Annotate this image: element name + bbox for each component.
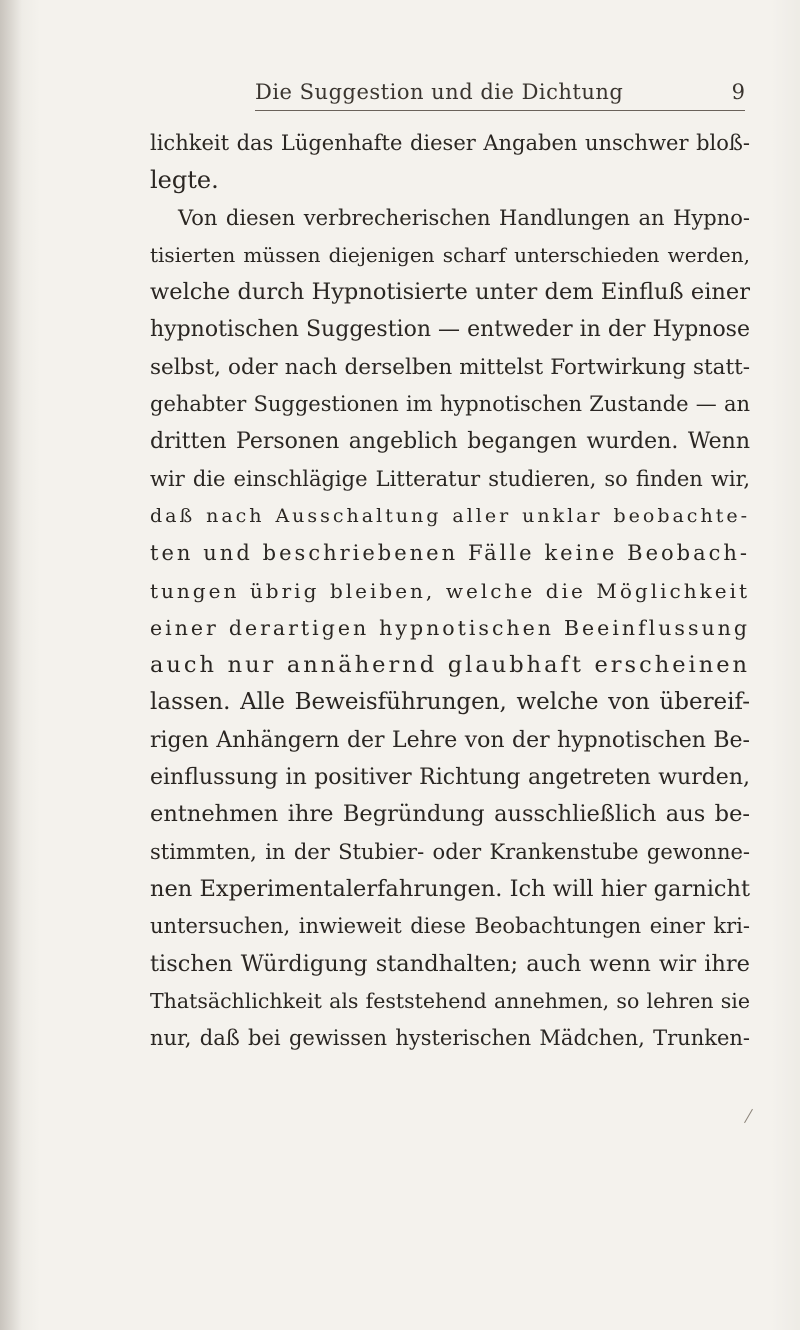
text-line: daß nach Ausschaltung aller unklar beobachte- xyxy=(150,504,750,527)
page-number: 9 xyxy=(731,80,745,104)
text-line: wir die einschlägige Litteratur studieren, so finden wir, xyxy=(150,466,750,491)
text-line: welche durch Hypnotisierte unter dem Einfluß einer xyxy=(150,279,750,306)
text-line: dritten Personen angeblich begangen wurden. Wenn xyxy=(150,429,750,455)
text-line: tisierten müssen diejenigen scharf unterschieden werden, xyxy=(150,242,750,267)
text-line: untersuchen, inwieweit diese Beobachtungen einer kri- xyxy=(150,914,750,939)
text-line: auch nur annähernd glaubhaft erscheinen xyxy=(150,652,750,679)
text-line: lichkeit das Lügenhafte dieser Angaben unschwer bloß- xyxy=(150,131,750,155)
text-line: tungen übrig bleiben, welche die Möglichkeit xyxy=(150,578,750,603)
header-rule xyxy=(255,110,745,111)
text-line: selbst, oder nach derselben mittelst Fortwirkung statt- xyxy=(150,354,750,380)
text-line: legte. xyxy=(150,166,219,195)
text-line: ten und beschriebenen Fälle keine Beobach- xyxy=(150,541,750,566)
text-line: rigen Anhängern der Lehre von der hypnotischen Be- xyxy=(150,727,750,753)
text-line: Von diesen verbrecherischen Handlungen an Hypno- xyxy=(178,205,750,230)
text-line: Thatsächlichkeit als feststehend annehmen, so lehren sie xyxy=(150,988,750,1013)
text-line: nur, daß bei gewissen hysterischen Mädchen, Trunken- xyxy=(150,1026,750,1051)
page-binding-shadow xyxy=(0,0,22,1330)
text-line: lassen. Alle Beweisführungen, welche von übereif- xyxy=(150,689,750,716)
text-line: entnehmen ihre Begründung ausschließlich aus be- xyxy=(150,801,750,828)
text-line: hypnotischen Suggestion — entweder in der Hypnose xyxy=(150,317,750,343)
running-title: Die Suggestion und die Dichtung xyxy=(255,80,624,104)
text-line: stimmten, in der Stubier- oder Krankenstube gewonne- xyxy=(150,839,750,864)
stray-pencil-mark xyxy=(744,1109,753,1123)
text-line: gehabter Suggestionen im hypnotischen Zustande — an xyxy=(150,392,750,417)
text-line: einflussung in positiver Richtung angetreten wurden, xyxy=(150,765,750,791)
text-line: einer derartigen hypnotischen Beeinflussung xyxy=(150,615,750,640)
running-head xyxy=(255,80,745,112)
text-line: tischen Würdigung standhalten; auch wenn wir ihre xyxy=(150,950,750,977)
text-line: nen Experimentalerfahrungen. Ich will hier garnicht xyxy=(150,875,751,902)
body-text xyxy=(150,125,750,1057)
